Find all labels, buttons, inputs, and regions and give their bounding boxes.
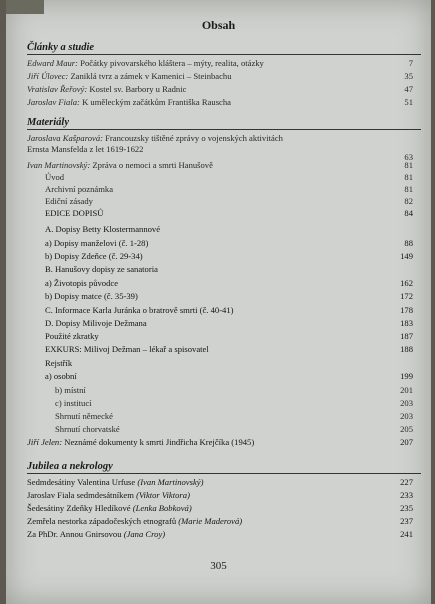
toc-entry: b) Dopisy matce (č. 35-39) 172 bbox=[45, 291, 413, 301]
toc-entry: b) místní 201 bbox=[55, 385, 413, 395]
toc-entry: D. Dopisy Milivoje Dežmana 183 bbox=[45, 318, 413, 328]
toc-entry: Rejstřík bbox=[45, 358, 73, 368]
document-page bbox=[6, 0, 431, 604]
toc-entry: Jaroslav Fiala sedmdesátníkem (Viktor Viktora) 233 bbox=[27, 490, 413, 500]
toc-entry: EXKURS: Milivoj Dežman – lékař a spisovatel 188 bbox=[45, 344, 413, 354]
toc-entry: Jiří Úlovec: Zaniklá tvrz a zámek v Kamenici – Steinbachu 35 bbox=[27, 71, 413, 81]
toc-entry: Edward Maur: Počátky pivovarského kláštera – mýty, realita, otázky 7 bbox=[27, 58, 413, 68]
toc-entry: A. Dopisy Betty Klostermannové bbox=[45, 224, 161, 234]
toc-entry: b) Dopisy Zdeňce (č. 29-34) 149 bbox=[45, 251, 413, 261]
toc-entry: Jaroslava Kašparová: Francouzsky tištěné zprávy o vojenských aktivitách bbox=[27, 133, 283, 143]
toc-entry: Sedmdesátiny Valentina Urfuse (Ivan Martinovský) 227 bbox=[27, 477, 413, 487]
toc-entry: Ivan Martinovský: Zpráva o nemoci a smrti Hanušově 81 bbox=[27, 160, 413, 170]
toc-entry: Ernsta Mansfelda z let 1619-1622 63 bbox=[27, 144, 413, 162]
toc-entry: Úvod 81 bbox=[45, 172, 413, 182]
toc-entry: Za PhDr. Annou Gnirsovou (Jana Croy) 241 bbox=[27, 529, 413, 539]
toc-entry: Jaroslav Fiala: K uměleckým začátkům Františka Rauscha 51 bbox=[27, 97, 413, 107]
toc-entry: c) institucí 203 bbox=[55, 398, 413, 408]
section-heading-jubilea: Jubilea a nekrology bbox=[27, 461, 113, 472]
section-heading-materialy: Materiály bbox=[27, 117, 69, 128]
section-heading-clanky: Články a studie bbox=[27, 42, 95, 53]
toc-entry: a) Životopis původce 162 bbox=[45, 278, 413, 288]
page-number: 305 bbox=[210, 560, 227, 572]
toc-entry: a) Dopisy manželovi (č. 1-28) 88 bbox=[45, 238, 413, 248]
toc-entry: Archivní poznámka 81 bbox=[45, 184, 413, 194]
section-rule bbox=[27, 129, 421, 130]
toc-entry: Šedesátiny Zdeňky Hledíkové (Lenka Bobková) 235 bbox=[27, 503, 413, 513]
toc-entry: EDICE DOPISŮ 84 bbox=[45, 208, 413, 218]
page-title: Obsah bbox=[201, 18, 236, 32]
page-corner-shadow bbox=[6, 0, 44, 14]
section-rule bbox=[27, 54, 421, 55]
toc-entry: Zemřela nestorka západočeských etnografů (Marie Maderová) 237 bbox=[27, 516, 413, 526]
toc-entry: Ediční zásady 82 bbox=[45, 196, 413, 206]
section-rule bbox=[27, 473, 421, 474]
toc-entry: Shrnutí německé 203 bbox=[55, 411, 413, 421]
toc-entry: Jiří Jelen: Neznámé dokumenty k smrti Jindřicha Krejčíka (1945) 207 bbox=[27, 437, 413, 447]
toc-entry: C. Informace Karla Juránka o bratrově smrti (č. 40-41) 178 bbox=[45, 305, 413, 315]
toc-entry: Shrnutí chorvatské 205 bbox=[55, 424, 413, 434]
toc-entry: a) osobní 199 bbox=[45, 371, 413, 381]
toc-entry: B. Hanušovy dopisy ze sanatoria bbox=[45, 264, 158, 274]
toc-entry: Použité zkratky 187 bbox=[45, 331, 413, 341]
toc-entry: Vratislav Řeřový: Kostel sv. Barbory u Radnic 47 bbox=[27, 84, 413, 94]
